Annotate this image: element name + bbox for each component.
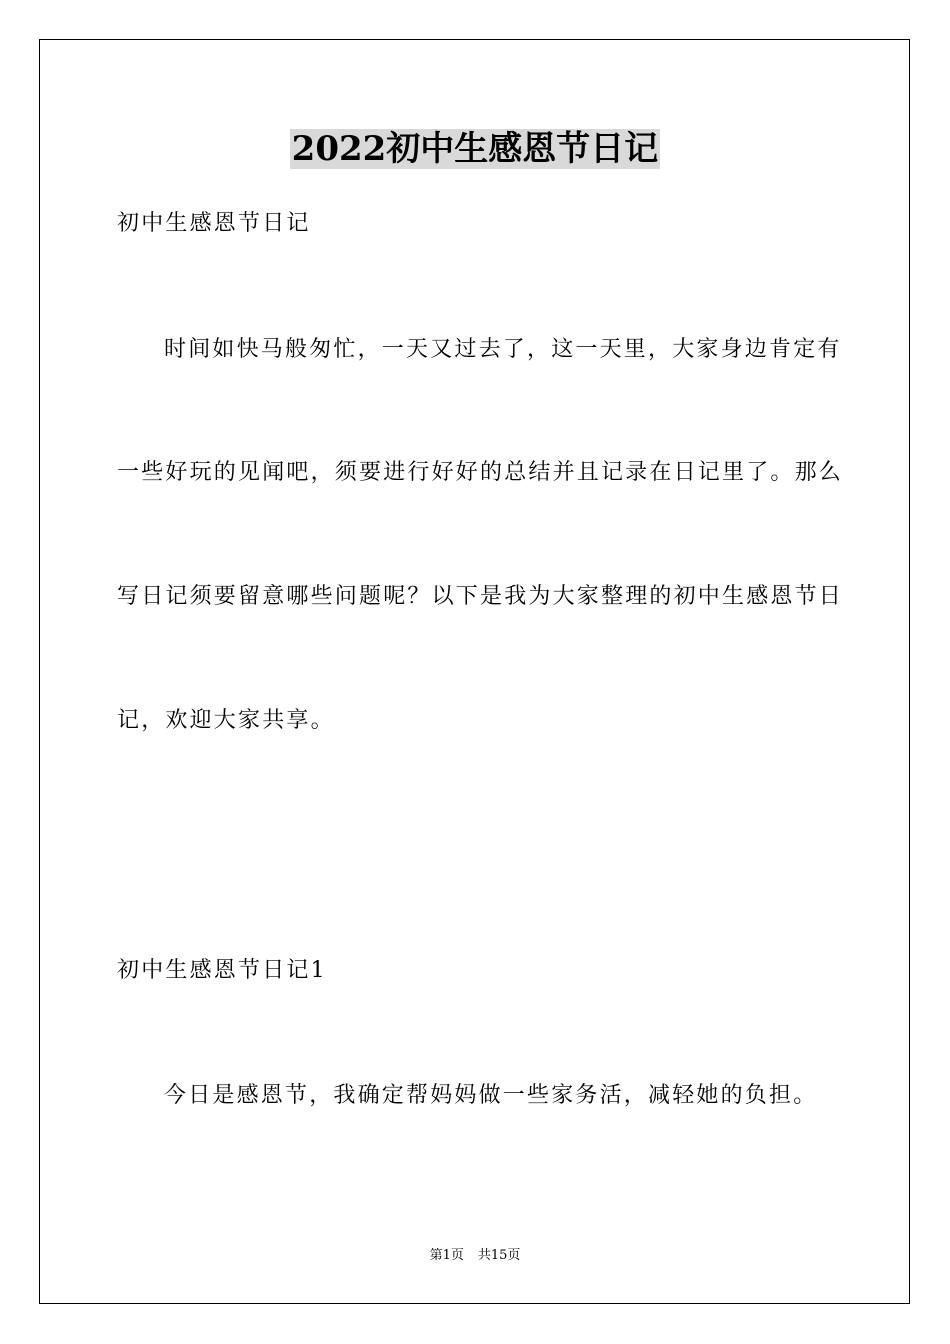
page-footer (0, 1247, 950, 1265)
paragraph-line: 写日记须要留意哪些问题呢？以下是我为大家整理的初中生感恩节日 (117, 584, 844, 609)
document-title-text: 2022初中生感恩节日记 (291, 129, 659, 169)
paragraph-line: 记，欢迎大家共享。 (117, 708, 335, 733)
section-heading: 初中生感恩节日记1 (117, 958, 327, 983)
page-number: 第1页 (429, 1248, 464, 1263)
document-subtitle: 初中生感恩节日记 (117, 211, 311, 236)
paragraph-line: 一些好玩的见闻吧，须要进行好好的总结并且记录在日记里了。那么 (117, 460, 844, 485)
paragraph-line: 今日是感恩节，我确定帮妈妈做一些家务活，减轻她的负担。 (164, 1083, 818, 1108)
document-title (0, 126, 950, 172)
page-total: 共15页 (477, 1248, 521, 1263)
paragraph-line: 时间如快马般匆忙，一天又过去了，这一天里，大家身边肯定有 (164, 337, 842, 362)
